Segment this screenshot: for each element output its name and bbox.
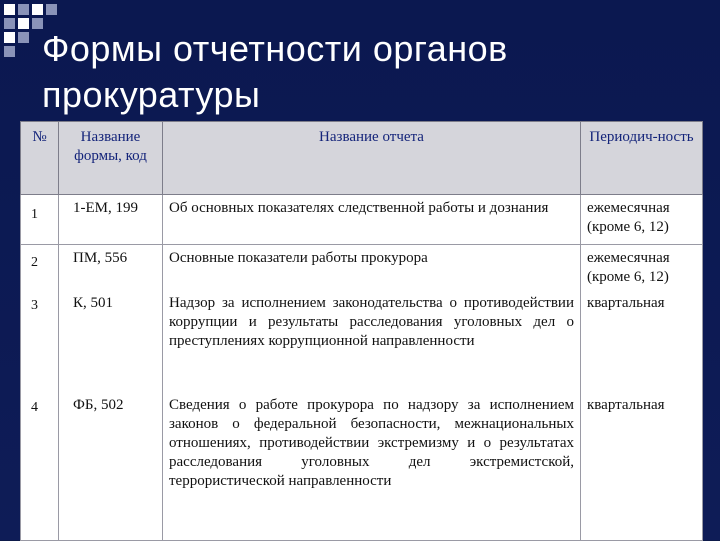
row-report-name: Основные показатели работы прокурора: [163, 245, 581, 291]
slide-title: [42, 26, 702, 118]
row-form-code: ФБ, 502: [59, 392, 163, 540]
table-header-row: [21, 122, 703, 195]
row-report-name: Надзор за исполнением законодательства о противодействии коррупции и результаты расследования уголовных дел о преступлениях коррупционной направленности: [163, 290, 581, 392]
row-periodicity: ежемесячная (кроме 6, 12): [581, 245, 703, 291]
row-form-code: К, 501: [59, 290, 163, 392]
row-form-code: 1-ЕМ, 199: [59, 195, 163, 245]
row-periodicity: квартальная: [581, 290, 703, 392]
header-periodicity: Периодич-ность: [581, 122, 703, 195]
row-periodicity: ежемесячная (кроме 6, 12): [581, 195, 703, 245]
table-row: [21, 392, 703, 540]
slide-title-line-2: прокуратуры: [42, 74, 261, 115]
row-number: 2: [21, 245, 59, 291]
table-row: [21, 245, 703, 291]
header-report-name: Название отчета: [163, 122, 581, 195]
table-row: [21, 195, 703, 245]
reporting-forms-table: [20, 121, 703, 541]
row-number: 4: [21, 392, 59, 540]
row-number: 1: [21, 195, 59, 245]
row-form-code: ПМ, 556: [59, 245, 163, 291]
slide-title-line-1: Формы отчетности органов: [42, 28, 508, 69]
row-report-name: Об основных показателях следственной работы и дознания: [163, 195, 581, 245]
table-row: [21, 290, 703, 392]
row-report-name: Сведения о работе прокурора по надзору за исполнением законов о федеральной безопасности, межнациональных отношениях, противодействии экстремизму и о результатах расследования уголовных дел экстремистской, террористической направленности: [163, 392, 581, 540]
row-periodicity: квартальная: [581, 392, 703, 540]
header-form-name: Название формы, код: [59, 122, 163, 195]
header-number: №: [21, 122, 59, 195]
row-number: 3: [21, 290, 59, 392]
